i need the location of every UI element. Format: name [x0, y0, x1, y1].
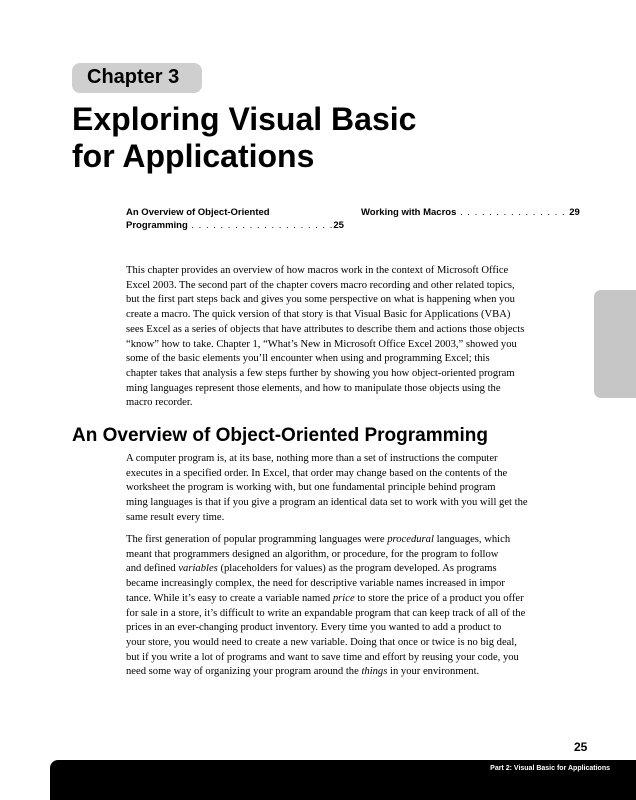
toc-entry-overview[interactable] — [126, 206, 344, 232]
side-thumb-tab — [594, 290, 636, 398]
toc-page-number: 29 — [569, 207, 580, 218]
part-label: Part 2: Visual Basic for Applications — [490, 765, 610, 772]
text-line: create a macro. The quick version of that story is that Visual Basic for Applications (VBA) — [126, 309, 511, 321]
text-line: chapter takes that analysis a few steps further by showing you how object-oriented program — [126, 367, 515, 379]
emphasis-term: things — [361, 666, 388, 678]
text-line: worksheet the program is working with, but one fundamental principle behind program — [126, 482, 496, 494]
text-line: your store, you would need to create a new variable. Doing that once or twice is no big deal, — [126, 636, 517, 648]
text-line: executes in a specified order. In Excel, that order may change based on the contents of the — [126, 467, 508, 479]
page-title — [72, 101, 416, 175]
text-line: This chapter provides an overview of how macros work in the context of Microsoft Office — [126, 265, 509, 276]
toc-entry-macros[interactable] — [361, 206, 580, 219]
toc-entry-text: An Overview of Object-Oriented — [126, 207, 270, 218]
text-line: and defined variables (placeholders for values) as the program developed. As programs — [126, 563, 497, 575]
section-heading: An Overview of Object-Oriented Programming — [72, 425, 488, 446]
text-line: tance. While it’s easy to create a variable named price to store the price of a product you offer — [126, 592, 524, 604]
text-line: prices in an ever-changing product inventory. Every time you wanted to add a product to — [126, 622, 502, 634]
text-line: ming languages represent those elements, and how to manipulate those objects using the — [126, 382, 501, 394]
toc-leader-dots: . . . . . . . . . . . . . . . — [456, 207, 570, 218]
text-line: meant that programmers designed an algorithm, or procedure, for the program to follow — [126, 548, 499, 560]
emphasis-term: procedural — [387, 534, 434, 545]
toc-entry-text: Working with Macros — [361, 207, 457, 218]
text-line: “know” how to take. Chapter 1, “What’s New in Microsoft Office Excel 2003,” showed you — [126, 338, 517, 350]
text-line: same result every time. — [126, 511, 225, 523]
footer-bar — [50, 760, 636, 800]
text-line: sees Excel as a series of objects that have attributes to describe them and actions those objects — [126, 323, 525, 335]
toc-leader-dots: . . . . . . . . . . . . . . . . . . . . — [187, 220, 334, 231]
emphasis-term: variables — [178, 563, 218, 575]
text-line: A computer program is, at its base, nothing more than a set of instructions the computer — [126, 453, 498, 464]
text-line: became increasingly complex, the need for descriptive variable names increased in impor — [126, 578, 505, 590]
text-line: The first generation of popular programming languages were procedural languages, which — [126, 534, 511, 545]
title-line: Exploring Visual Basic — [72, 101, 417, 137]
title-line: for Applications — [72, 138, 315, 174]
body-paragraph — [126, 533, 525, 680]
body-paragraph — [126, 452, 528, 526]
text-line: need some way of organizing your program around the things in your environment. — [126, 666, 480, 678]
text-line: ming languages is that if you give a program an identical data set to work with you will get the — [126, 497, 528, 509]
text-line: for sale in a store, it’s difficult to write an expandable program that can keep track of all of the — [126, 607, 526, 619]
text-line: macro recorder. — [126, 397, 193, 409]
text-line: Excel 2003. The second part of the chapter covers macro recording and other related topics, — [126, 279, 515, 291]
intro-paragraph — [126, 264, 524, 411]
toc-entry-text: Programming — [126, 220, 188, 231]
page-number: 25 — [574, 740, 588, 754]
text-line: some of the basic elements you’ll encounter when using and programming Excel; this — [126, 353, 490, 365]
text-line: but if you write a lot of programs and want to save time and effort by reusing your code, you — [126, 651, 519, 663]
emphasis-term: price — [332, 592, 355, 604]
chapter-label: Chapter 3 — [87, 66, 180, 88]
toc-page-number: 25 — [333, 220, 344, 231]
text-line: but the first part steps back and gives you some perspective on what is happening when you — [126, 294, 515, 306]
